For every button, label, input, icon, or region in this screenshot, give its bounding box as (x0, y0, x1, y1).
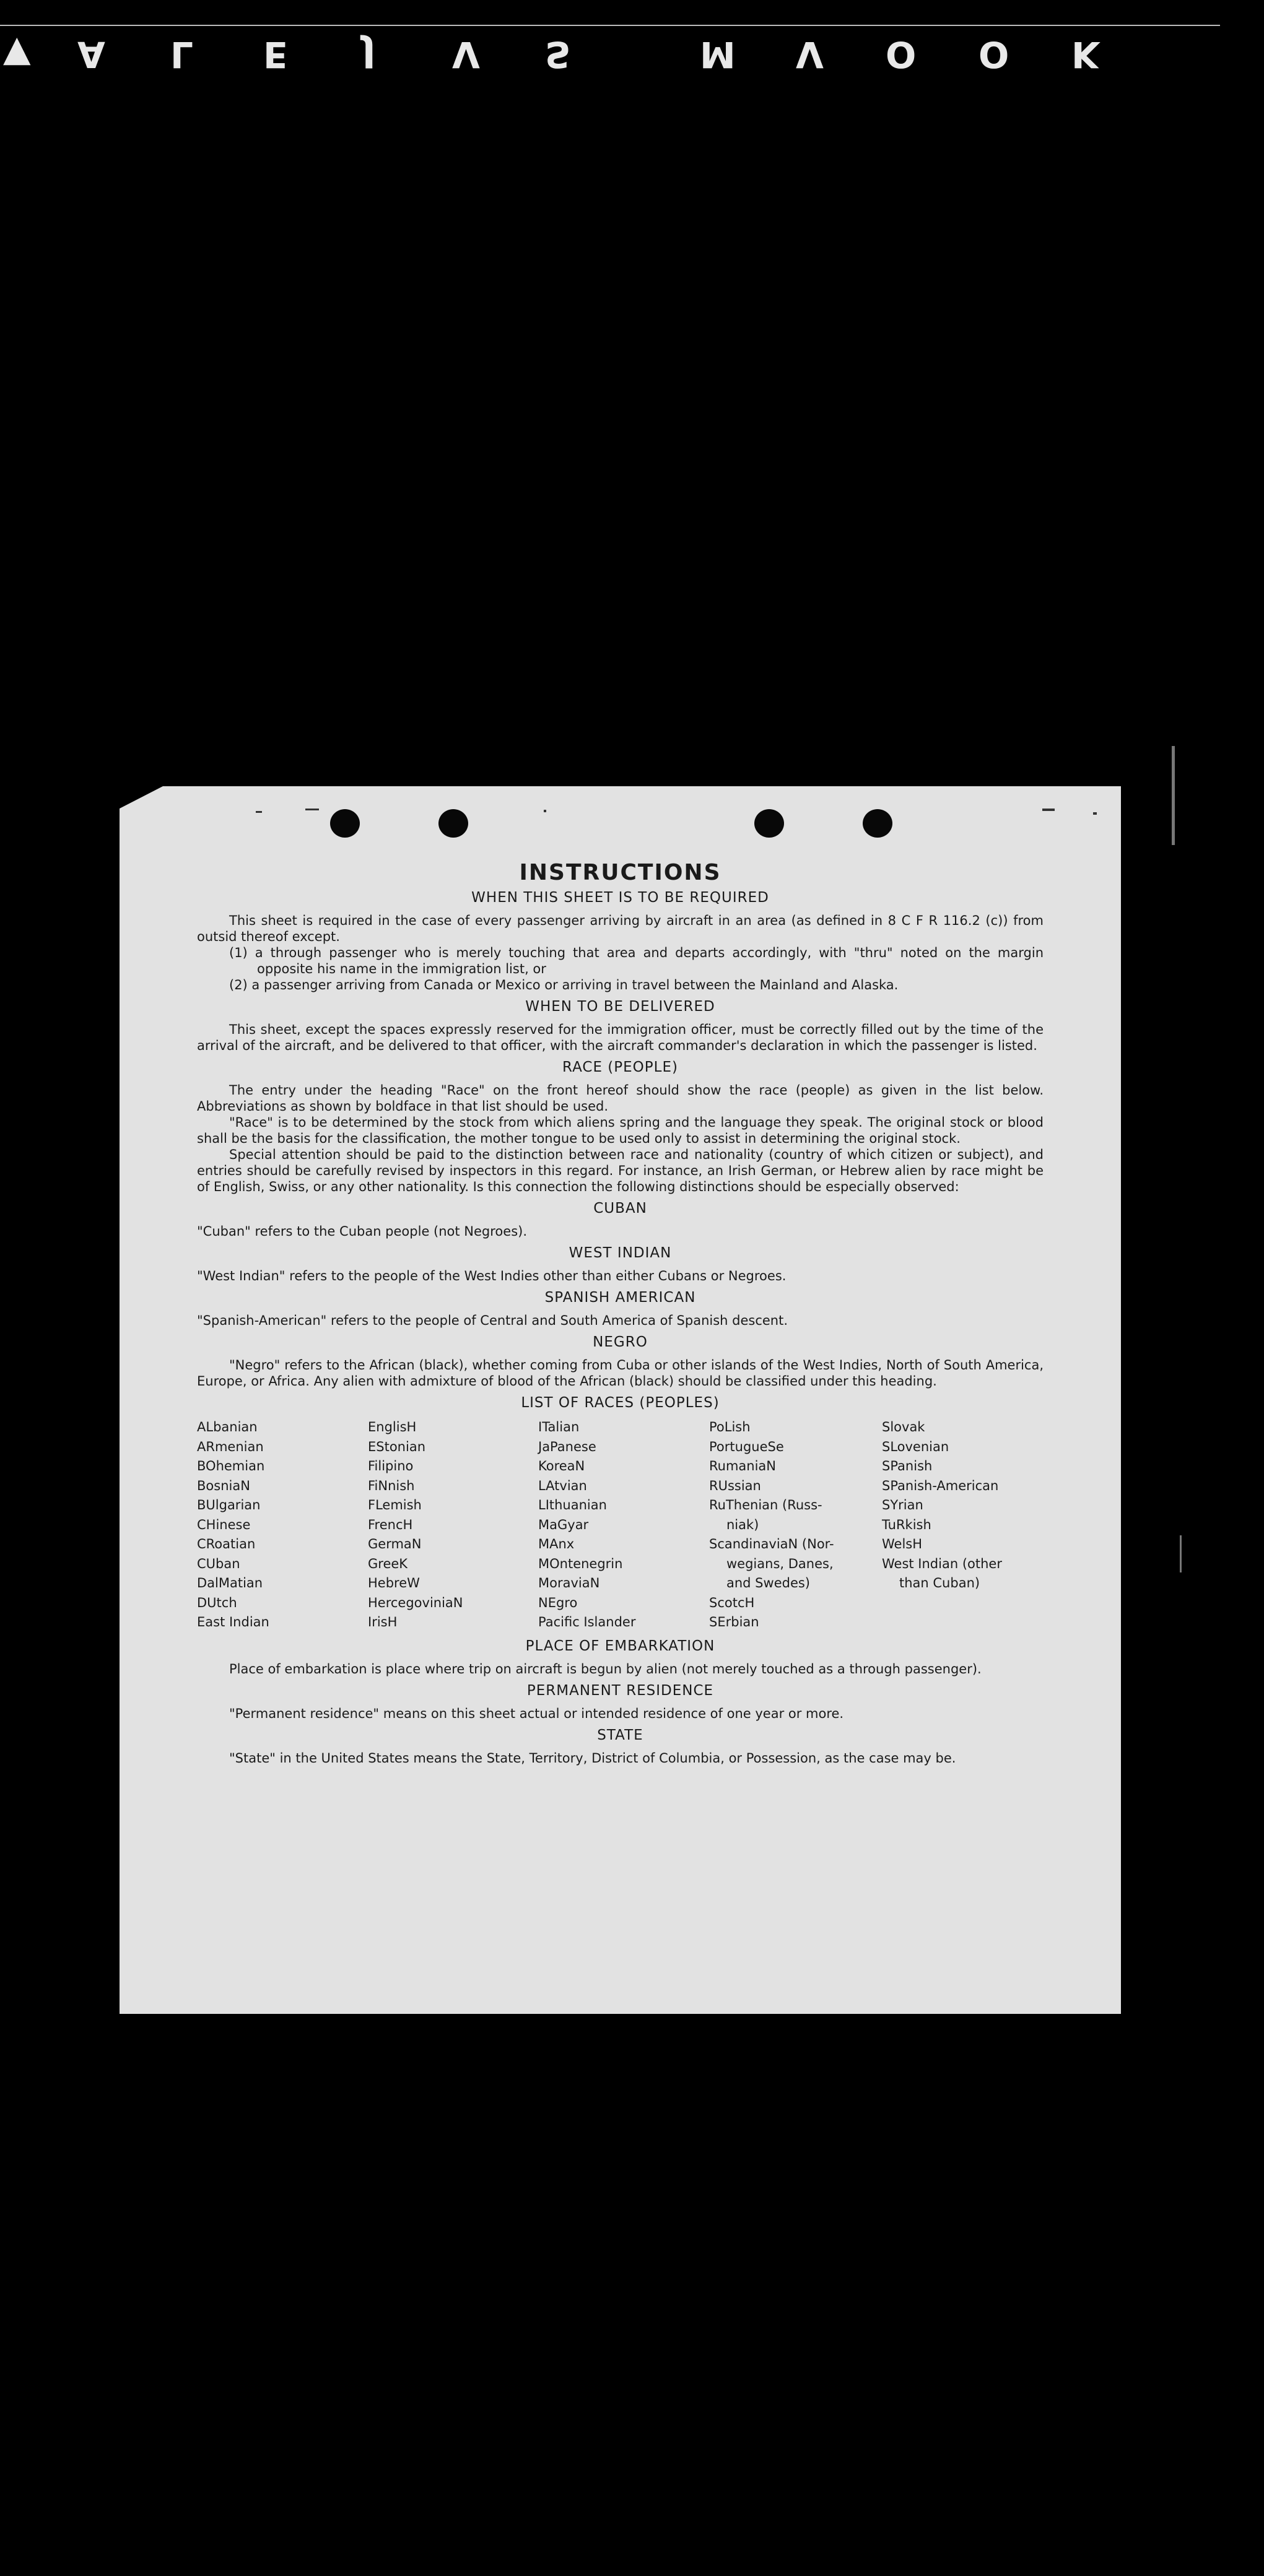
heading-cuban: CUBAN (593, 1200, 647, 1216)
race-entry: EnglisH (368, 1420, 417, 1434)
heading-spanish-american: SPANISH AMERICAN (544, 1290, 696, 1306)
race-entry: JaPanese (538, 1439, 596, 1454)
film-code-glyph: O (979, 33, 1009, 76)
speck (305, 809, 319, 810)
film-code-glyph: S (545, 33, 571, 76)
residence-text: "Permanent residence" means on this sheet actual or intended residence of one year or more. (229, 1706, 844, 1721)
cuban-text: "Cuban" refers to the Cuban people (not Negroes). (197, 1224, 528, 1239)
heading-race: RACE (PEOPLE) (562, 1059, 678, 1075)
races-list (197, 1418, 1044, 1633)
race-entry: KoreaN (538, 1459, 585, 1473)
heading-place-of-embarkation: PLACE OF EMBARKATION (525, 1637, 715, 1654)
race-entry: RumaniaN (709, 1459, 777, 1473)
race-entry: MAnx (538, 1537, 575, 1551)
spanish-american-text: "Spanish-American" refers to the people of Central and South America of Spanish descent. (197, 1313, 788, 1328)
race-entry: ScandinaviaN (Nor- (709, 1537, 834, 1551)
races-column-2 (368, 1418, 538, 1633)
heading-permanent-residence: PERMANENT RESIDENCE (526, 1682, 714, 1699)
race-entry: IrisH (368, 1615, 398, 1629)
page-title: INSTRUCTIONS (519, 860, 721, 885)
race-entry: EStonian (368, 1439, 426, 1454)
exception-item: (1) a through passenger who is merely touching that area and departs accordingly, with "thru" noted on the margin opposite his name in the immigration list, or (229, 945, 1044, 976)
punch-hole (330, 809, 360, 838)
races-column-3 (538, 1418, 709, 1633)
race-entry: FrencH (368, 1517, 413, 1532)
heading-when-required: WHEN THIS SHEET IS TO BE REQUIRED (471, 890, 769, 906)
film-code-glyph: O (886, 33, 917, 76)
race-entry-continuation: niak) (726, 1517, 759, 1532)
instruction-sheet (120, 786, 1121, 2014)
film-code-glyph: ▼ (3, 33, 31, 76)
race-entry: East Indian (197, 1615, 269, 1629)
heading-list-of-races: LIST OF RACES (PEOPLES) (521, 1395, 720, 1411)
film-scratch (1172, 746, 1175, 845)
race-entry: DalMatian (197, 1576, 263, 1590)
race-paragraph: Special attention should be paid to the distinction between race and nationality (country of which citizen or subject), and entries should be carefully revised by inspectors in this regard. For instance, an Irish German, or Hebrew alien by race might be of English, Swiss, or any other nationality. Is this connection the following distinctions should be especially observed: (197, 1147, 1044, 1194)
race-entry-continuation: and Swedes) (726, 1576, 810, 1590)
required-intro: This sheet is required in the case of every passenger arriving by aircraft in an area (as defined in 8 C F R 116.2 (c)) from outsid thereof except. (197, 913, 1044, 944)
film-top-border (0, 25, 1220, 26)
race-entry: LAtvian (538, 1478, 587, 1493)
west-indian-text: "West Indian" refers to the people of the West Indies other than either Cubans or Negroes. (197, 1268, 787, 1283)
race-entry: ALbanian (197, 1420, 258, 1434)
delivered-text: This sheet, except the spaces expressly reserved for the immigration officer, must be correctly filled out by the time of the arrival of the aircraft, and be delivered to that officer, with the aircraft commander's declaration in which the passenger is listed. (197, 1022, 1044, 1053)
race-entry: Filipino (368, 1459, 414, 1473)
race-entry: PortugueSe (709, 1439, 784, 1454)
punch-hole (754, 809, 784, 838)
race-entry: LIthuanian (538, 1498, 607, 1512)
race-entry: BUlgarian (197, 1498, 261, 1512)
race-entry: GreeK (368, 1556, 408, 1571)
race-entry: GermaN (368, 1537, 422, 1551)
race-entry: MoraviaN (538, 1576, 600, 1590)
race-entry: RUssian (709, 1478, 761, 1493)
race-entry: FLemish (368, 1498, 422, 1512)
race-entry: CHinese (197, 1517, 251, 1532)
state-text: "State" in the United States means the State, Territory, District of Columbia, or Possession, as the case may be. (229, 1750, 956, 1766)
races-column-4 (709, 1418, 882, 1633)
exception-item: (2) a passenger arriving from Canada or Mexico or arriving in travel between the Mainland and Alaska. (229, 978, 899, 992)
race-entry: PoLish (709, 1420, 751, 1434)
race-entry: SYrian (882, 1498, 923, 1512)
speck (256, 811, 262, 813)
heading-when-delivered: WHEN TO BE DELIVERED (525, 999, 715, 1015)
race-entry-continuation: than Cuban) (899, 1576, 980, 1590)
race-entry: Pacific Islander (538, 1615, 636, 1629)
race-entry: BosniaN (197, 1478, 250, 1493)
heading-west-indian: WEST INDIAN (569, 1245, 672, 1261)
film-code-glyph: K (1071, 33, 1099, 76)
film-scratch (1180, 1535, 1182, 1572)
race-entry: DUtch (197, 1595, 237, 1610)
negro-text: "Negro" refers to the African (black), whether coming from Cuba or other islands of the West Indies, North of South America, Europe, or Africa. Any alien with admixture of blood of the African (black) should be classified under this heading. (197, 1358, 1044, 1389)
race-entry: West Indian (other (882, 1556, 1002, 1571)
race-entry: NEgro (538, 1595, 578, 1610)
film-code-glyph: J (362, 33, 376, 76)
race-paragraph: The entry under the heading "Race" on the front hereof should show the race (people) as given in the list below. Abbreviations as shown by boldface in that list should be used. (197, 1083, 1044, 1114)
race-entry: HebreW (368, 1576, 420, 1590)
punch-hole (438, 809, 468, 838)
races-column-5 (882, 1418, 1037, 1633)
race-entry: ScotcH (709, 1595, 755, 1610)
race-entry: BOhemian (197, 1459, 265, 1473)
race-entry: HercegoviniaN (368, 1595, 463, 1610)
race-entry: CRoatian (197, 1537, 256, 1551)
race-entry: TuRkish (882, 1517, 931, 1532)
race-entry-continuation: wegians, Danes, (726, 1556, 834, 1571)
races-column-1 (197, 1418, 368, 1633)
race-entry: SLovenian (882, 1439, 949, 1454)
speck (544, 810, 546, 812)
race-entry: MOntenegrin (538, 1556, 623, 1571)
punch-hole (863, 809, 892, 838)
film-code-glyph: V (452, 33, 480, 76)
race-entry: Slovak (882, 1420, 925, 1434)
race-entry: ARmenian (197, 1439, 264, 1454)
film-code-glyph: A (77, 33, 105, 76)
race-entry: RuThenian (Russ- (709, 1498, 822, 1512)
race-entry: SPanish-American (882, 1478, 999, 1493)
race-entry: SPanish (882, 1459, 933, 1473)
heading-state: STATE (597, 1727, 643, 1743)
race-entry: WelsH (882, 1537, 923, 1551)
film-code-glyph: E (263, 33, 288, 76)
heading-negro: NEGRO (593, 1334, 648, 1350)
race-entry: CUban (197, 1556, 240, 1571)
film-code-glyph: V (796, 33, 824, 76)
embarkation-text: Place of embarkation is place where trip on aircraft is begun by alien (not merely touched as a through passenger). (229, 1661, 982, 1676)
race-entry: MaGyar (538, 1517, 589, 1532)
film-frame-code (0, 33, 1115, 85)
race-entry: FiNnish (368, 1478, 415, 1493)
speck (1093, 812, 1097, 815)
speck (1042, 809, 1055, 811)
film-code-glyph: M (700, 33, 736, 76)
race-paragraph: "Race" is to be determined by the stock from which aliens spring and the language they speak. The original stock or blood shall be the basis for the classification, the mother tongue to be used only to assist in determining the original stock. (197, 1115, 1044, 1146)
race-entry: SErbian (709, 1615, 759, 1629)
film-code-glyph: L (170, 33, 193, 76)
race-entry: ITalian (538, 1420, 580, 1434)
